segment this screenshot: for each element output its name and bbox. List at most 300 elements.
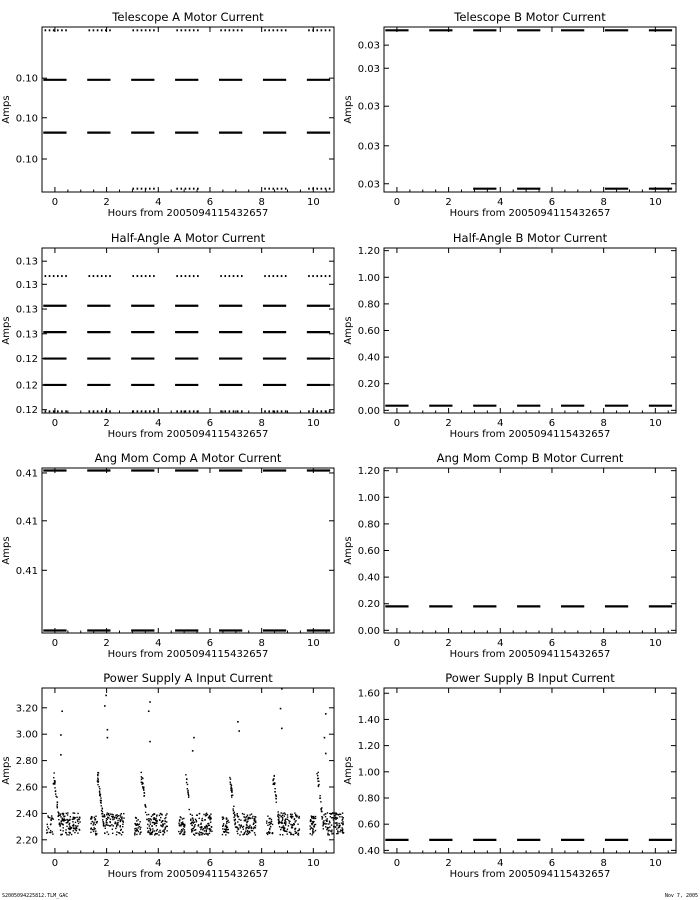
data-point <box>155 820 156 821</box>
data-point <box>118 832 119 833</box>
data-point <box>285 29 287 31</box>
outlier-point <box>104 705 106 707</box>
data-point <box>93 822 94 823</box>
plot-frame <box>42 27 334 192</box>
data-point <box>93 275 95 277</box>
data-point <box>295 828 296 829</box>
data-point <box>282 826 283 827</box>
data-point <box>67 812 68 813</box>
data-point <box>137 824 138 825</box>
data-point <box>234 814 235 815</box>
data-point <box>205 819 206 820</box>
data-point <box>326 818 327 819</box>
data-point <box>143 790 144 791</box>
data-point <box>141 782 142 783</box>
data-point <box>231 795 232 796</box>
data-point <box>329 410 331 412</box>
data-point <box>342 829 343 830</box>
x-tick-label: 10 <box>306 197 320 208</box>
data-point <box>289 821 290 822</box>
y-axis-label: Amps <box>343 316 354 345</box>
data-point <box>282 818 283 819</box>
data-point <box>151 832 152 833</box>
data-point <box>211 831 212 832</box>
data-point <box>90 823 91 824</box>
data-point <box>137 830 138 831</box>
outlier-point <box>107 737 109 739</box>
data-point <box>101 805 102 806</box>
data-point <box>156 830 157 831</box>
data-point <box>225 834 226 835</box>
data-point <box>271 822 272 823</box>
data-point <box>61 820 62 821</box>
data-point <box>293 823 294 824</box>
data-point <box>186 782 187 783</box>
data-point <box>141 410 143 412</box>
y-tick-label: 0.03 <box>357 141 380 153</box>
x-tick-label: 2 <box>445 418 452 429</box>
data-point <box>280 834 281 835</box>
data-point <box>288 825 289 826</box>
data-point <box>163 829 164 830</box>
outlier-point <box>237 721 239 723</box>
data-point <box>237 833 238 834</box>
data-point <box>162 820 163 821</box>
data-point <box>333 826 334 827</box>
data-point <box>206 828 207 829</box>
data-point <box>331 831 332 832</box>
data-dots-6 <box>176 410 198 412</box>
x-tick-label: 10 <box>648 638 662 649</box>
data-point <box>275 798 276 799</box>
data-point <box>247 831 248 832</box>
data-point <box>140 827 141 828</box>
data-marks <box>43 275 330 412</box>
data-point <box>53 29 55 31</box>
data-point <box>335 817 336 818</box>
data-point <box>310 833 311 834</box>
data-point <box>249 827 250 828</box>
data-point <box>236 831 237 832</box>
data-point <box>65 410 67 412</box>
data-point <box>272 29 274 31</box>
data-point <box>101 813 102 814</box>
data-point <box>51 815 52 816</box>
data-point <box>200 832 201 833</box>
data-point <box>298 834 299 835</box>
data-point <box>55 793 56 794</box>
data-point <box>210 829 211 830</box>
data-point <box>50 819 51 820</box>
data-point <box>50 832 51 833</box>
data-point <box>111 824 112 825</box>
data-point <box>57 804 58 805</box>
chart-title: Power Supply A Input Current <box>103 671 273 685</box>
x-tick-label: 6 <box>548 858 556 869</box>
data-point <box>50 830 51 831</box>
data-point <box>310 819 311 820</box>
data-point <box>285 823 286 824</box>
chart-panel-8 <box>343 671 676 880</box>
data-point <box>68 832 69 833</box>
data-point <box>69 819 70 820</box>
data-point <box>165 827 166 828</box>
data-point <box>104 832 105 833</box>
plot-frame <box>384 248 676 413</box>
data-point <box>139 826 140 827</box>
data-point <box>329 834 330 835</box>
data-point <box>134 828 135 829</box>
data-point <box>233 29 235 31</box>
data-point <box>153 188 155 190</box>
x-tick-label: 0 <box>393 858 401 869</box>
data-point <box>120 819 121 820</box>
data-point <box>52 833 53 834</box>
chart-title: Ang Mom Comp A Motor Current <box>94 451 282 465</box>
data-point <box>233 410 235 412</box>
data-point <box>183 825 184 826</box>
data-point <box>65 832 66 833</box>
x-tick-label: 2 <box>103 197 110 208</box>
data-point <box>152 828 153 829</box>
data-point <box>268 188 270 190</box>
data-point <box>154 822 155 823</box>
data-point <box>99 788 100 789</box>
data-point <box>192 817 193 818</box>
data-point <box>336 822 337 823</box>
data-point <box>160 817 161 818</box>
chart-panel-7 <box>1 671 344 880</box>
data-point <box>264 275 266 277</box>
x-tick-label: 6 <box>206 858 214 869</box>
data-point <box>246 827 247 828</box>
data-point <box>95 833 96 834</box>
data-point <box>116 831 117 832</box>
data-point <box>200 829 201 830</box>
data-point <box>245 831 246 832</box>
data-point <box>341 827 342 828</box>
data-point <box>78 823 79 824</box>
x-tick-label: 8 <box>258 418 265 429</box>
data-point <box>206 815 207 816</box>
data-point <box>120 816 121 817</box>
outlier-point <box>281 688 283 690</box>
data-point <box>77 813 78 814</box>
data-point <box>308 410 310 412</box>
data-point <box>287 816 288 817</box>
data-point <box>287 829 288 830</box>
data-point <box>50 824 51 825</box>
x-tick-label: 0 <box>393 638 401 649</box>
data-point <box>314 824 315 825</box>
data-point <box>323 824 324 825</box>
data-point <box>242 834 243 835</box>
data-point <box>142 778 143 779</box>
y-tick-label: 2.20 <box>15 835 38 847</box>
data-point <box>107 812 108 813</box>
y-tick-label: 3.00 <box>15 729 38 741</box>
data-point <box>272 833 273 834</box>
data-point <box>94 817 95 818</box>
data-point <box>109 410 111 412</box>
data-point <box>159 820 160 821</box>
chart-panel-2 <box>343 10 676 219</box>
data-point <box>67 814 68 815</box>
data-point <box>48 828 49 829</box>
data-point <box>140 832 141 833</box>
y-tick-label: 0.03 <box>357 179 380 191</box>
data-point <box>312 275 314 277</box>
data-point <box>266 821 267 822</box>
data-point <box>241 831 242 832</box>
data-point <box>97 29 99 31</box>
data-point <box>279 815 280 816</box>
data-point <box>137 275 139 277</box>
data-point <box>141 275 143 277</box>
data-point <box>105 828 106 829</box>
x-tick-label: 6 <box>548 418 556 429</box>
data-point <box>53 275 55 277</box>
data-point <box>58 814 59 815</box>
data-point <box>181 275 183 277</box>
outlier-point <box>105 695 107 697</box>
y-tick-label: 2.40 <box>15 808 38 820</box>
data-point <box>274 784 275 785</box>
data-point <box>279 822 280 823</box>
data-point <box>66 822 67 823</box>
data-point <box>224 275 226 277</box>
data-point <box>189 275 191 277</box>
data-point <box>106 822 107 823</box>
data-point <box>233 275 235 277</box>
data-dots-6 <box>264 410 286 412</box>
data-point <box>241 825 242 826</box>
data-point <box>161 814 162 815</box>
y-axis-label: Amps <box>343 95 354 124</box>
data-point <box>198 825 199 826</box>
data-point <box>187 792 188 793</box>
data-point <box>70 828 71 829</box>
data-point <box>45 275 47 277</box>
y-tick-label: 0.13 <box>15 304 38 316</box>
data-point <box>150 830 151 831</box>
data-point <box>140 828 141 829</box>
data-point <box>244 832 245 833</box>
data-point <box>331 833 332 834</box>
outlier-point <box>149 701 151 703</box>
data-point <box>95 824 96 825</box>
y-tick-label: 0.80 <box>357 519 380 531</box>
data-point <box>102 815 103 816</box>
y-tick-label: 0.60 <box>357 819 380 831</box>
data-point <box>164 818 165 819</box>
x-tick-label: 4 <box>497 197 504 208</box>
data-point <box>61 275 63 277</box>
y-tick-label: 0.80 <box>357 793 380 805</box>
y-tick-label: 1.00 <box>357 272 380 284</box>
data-point <box>279 826 280 827</box>
data-point <box>101 29 103 31</box>
data-point <box>114 818 115 819</box>
data-point <box>111 816 112 817</box>
y-tick-label: 0.10 <box>15 154 38 166</box>
x-tick-label: 4 <box>497 858 504 869</box>
data-point <box>330 813 331 814</box>
data-point <box>104 816 105 817</box>
data-point <box>193 275 195 277</box>
data-point <box>149 821 150 822</box>
data-point <box>246 816 247 817</box>
data-point <box>61 834 62 835</box>
data-point <box>197 275 199 277</box>
data-point <box>136 830 137 831</box>
chart-title: Power Supply B Input Current <box>445 671 615 685</box>
chart-panel-3 <box>1 231 334 440</box>
data-point <box>139 823 140 824</box>
data-point <box>61 29 63 31</box>
data-point <box>149 188 151 190</box>
y-tick-label: 1.20 <box>357 741 380 753</box>
data-point <box>117 816 118 817</box>
data-point <box>231 788 232 789</box>
data-point <box>180 824 181 825</box>
data-point <box>193 29 195 31</box>
x-tick-label: 4 <box>155 858 162 869</box>
data-point <box>49 29 51 31</box>
data-point <box>325 29 327 31</box>
data-point <box>226 818 227 819</box>
data-point <box>183 818 184 819</box>
data-point <box>73 818 74 819</box>
data-point <box>148 830 149 831</box>
data-point <box>335 822 336 823</box>
data-point <box>291 815 292 816</box>
data-point <box>295 832 296 833</box>
chart-title: Telescope A Motor Current <box>112 10 264 24</box>
data-dots-4 <box>308 188 330 190</box>
data-point <box>315 816 316 817</box>
data-point <box>94 828 95 829</box>
data-point <box>321 807 322 808</box>
data-point <box>315 830 316 831</box>
data-point <box>99 786 100 787</box>
data-point <box>60 830 61 831</box>
data-point <box>325 813 326 814</box>
data-point <box>121 818 122 819</box>
data-point <box>189 809 190 810</box>
data-point <box>268 410 270 412</box>
outlier-point <box>192 750 194 752</box>
data-point <box>136 834 137 835</box>
data-point <box>67 822 68 823</box>
data-point <box>337 831 338 832</box>
data-point <box>153 819 154 820</box>
data-point <box>120 814 121 815</box>
data-point <box>102 819 103 820</box>
data-point <box>62 827 63 828</box>
data-point <box>47 824 48 825</box>
data-point <box>197 410 199 412</box>
y-tick-label: 1.60 <box>357 688 380 700</box>
data-point <box>149 825 150 826</box>
data-point <box>248 826 249 827</box>
data-point <box>103 825 104 826</box>
data-point <box>225 826 226 827</box>
data-point <box>121 813 122 814</box>
data-point <box>317 775 318 776</box>
data-point <box>237 410 239 412</box>
data-point <box>267 825 268 826</box>
outlier-point <box>193 737 195 739</box>
data-point <box>312 29 314 31</box>
data-point <box>185 188 187 190</box>
data-point <box>189 29 191 31</box>
data-point <box>285 824 286 825</box>
data-point <box>180 832 181 833</box>
data-point <box>65 275 67 277</box>
data-point <box>329 826 330 827</box>
data-point <box>223 831 224 832</box>
x-tick-label: 2 <box>103 858 110 869</box>
data-point <box>287 819 288 820</box>
y-tick-label: 0.60 <box>357 326 380 337</box>
data-point <box>274 788 275 789</box>
x-tick-label: 6 <box>548 638 556 649</box>
y-tick-label: 0.80 <box>357 299 380 311</box>
y-tick-label: 0.41 <box>15 565 38 577</box>
y-tick-label: 1.00 <box>357 767 380 779</box>
y-tick-label: 0.60 <box>357 546 380 557</box>
data-point <box>193 410 195 412</box>
data-point <box>270 826 271 827</box>
data-point <box>206 830 207 831</box>
data-point <box>47 815 48 816</box>
data-point <box>316 410 318 412</box>
data-point <box>145 275 147 277</box>
data-point <box>114 817 115 818</box>
data-point <box>73 812 74 813</box>
data-point <box>336 824 337 825</box>
data-point <box>179 819 180 820</box>
data-point <box>342 824 343 825</box>
data-point <box>199 818 200 819</box>
data-point <box>243 814 244 815</box>
data-point <box>191 825 192 826</box>
data-dots-5 <box>176 275 198 277</box>
data-point <box>313 817 314 818</box>
data-point <box>276 802 277 803</box>
data-point <box>316 29 318 31</box>
data-point <box>97 775 98 776</box>
data-point <box>112 829 113 830</box>
data-dots-5 <box>89 275 111 277</box>
data-point <box>232 808 233 809</box>
data-point <box>272 410 274 412</box>
data-point <box>122 820 123 821</box>
data-dots-3 <box>89 29 111 31</box>
data-point <box>201 834 202 835</box>
data-point <box>190 819 191 820</box>
data-point <box>229 275 231 277</box>
data-point <box>230 784 231 785</box>
chart-panel-4 <box>343 231 676 440</box>
data-point <box>118 815 119 816</box>
data-point <box>137 188 139 190</box>
data-point <box>246 822 247 823</box>
data-point <box>249 814 250 815</box>
data-point <box>148 814 149 815</box>
data-point <box>93 831 94 832</box>
